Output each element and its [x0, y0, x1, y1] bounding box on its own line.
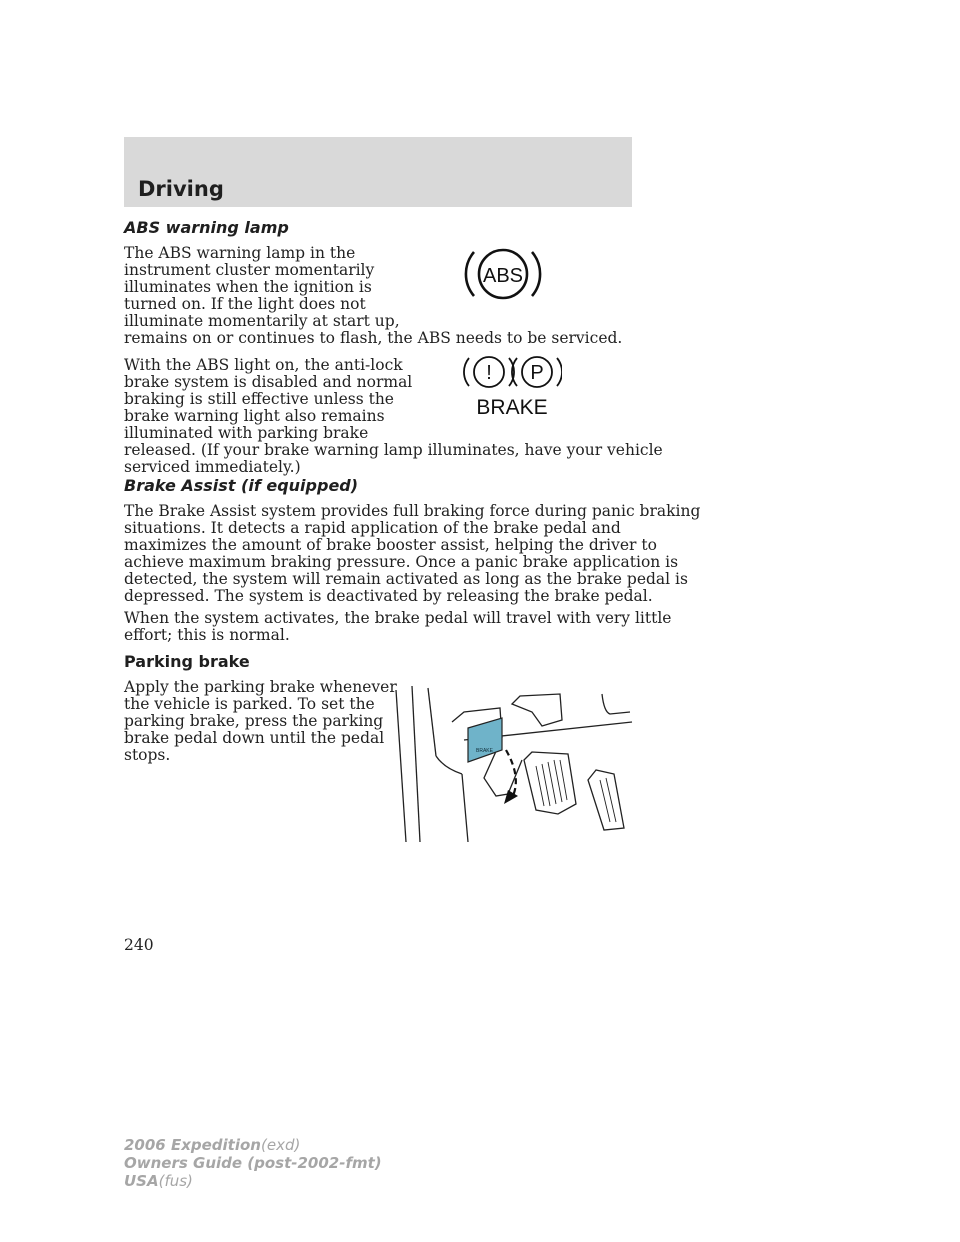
parking-brake-line: the vehicle is parked. To set the: [124, 695, 375, 713]
abs-text-line: illuminate momentarily at start up,: [124, 312, 400, 330]
brake-assist-line: The Brake Assist system provides full braking force during panic braking: [124, 502, 701, 520]
abs-heading: ABS warning lamp: [124, 218, 289, 237]
brake-warning-icon: [462, 350, 562, 420]
parking-brake-line: Apply the parking brake whenever: [124, 678, 397, 696]
page-number: 240: [124, 936, 154, 954]
svg-text:BRAKE: BRAKE: [476, 396, 548, 419]
footer-market-code: (fus): [158, 1172, 193, 1190]
footer-model-code: (exd): [260, 1136, 301, 1154]
section-title: Driving: [138, 177, 224, 201]
parking-brake-line: parking brake, press the parking: [124, 712, 384, 730]
abs-text-line: remains on or continues to flash, the ABS needs to be serviced.: [124, 329, 623, 347]
abs-light-line: serviced immediately.): [124, 458, 301, 476]
abs-light-line: illuminated with parking brake: [124, 424, 369, 442]
svg-text:ABS: ABS: [482, 265, 524, 287]
svg-text:!: !: [486, 362, 492, 384]
abs-light-line: With the ABS light on, the anti-lock: [124, 356, 403, 374]
section-header-band: [124, 137, 632, 207]
brake-assist-line: effort; this is normal.: [124, 626, 290, 644]
abs-light-line: braking is still effective unless the: [124, 390, 394, 408]
brake-assist-line: situations. It detects a rapid application of the brake pedal and: [124, 519, 621, 537]
abs-text-line: illuminates when the ignition is: [124, 278, 372, 296]
abs-warning-icon: [460, 240, 546, 308]
parking-brake-pedal-illustration: [392, 682, 634, 844]
abs-text-line: The ABS warning lamp in the: [124, 244, 356, 262]
abs-light-line: brake system is disabled and normal: [124, 373, 413, 391]
footer-market: USA: [124, 1172, 159, 1190]
abs-light-line: released. (If your brake warning lamp illuminates, have your vehicle: [124, 441, 663, 459]
footer-guide: Owners Guide (post-2002-fmt): [124, 1154, 382, 1172]
brake-assist-line: achieve maximum braking pressure. Once a panic brake application is: [124, 553, 679, 571]
svg-text:BRAKE: BRAKE: [476, 748, 493, 754]
brake-assist-line: maximizes the amount of brake booster assist, helping the driver to: [124, 536, 657, 554]
abs-text-line: turned on. If the light does not: [124, 295, 366, 313]
parking-brake-line: brake pedal down until the pedal: [124, 729, 385, 747]
footer-model: 2006 Expedition: [124, 1136, 261, 1154]
brake-assist-line: depressed. The system is deactivated by releasing the brake pedal.: [124, 587, 653, 605]
document-footer: [124, 1136, 382, 1190]
abs-text-line: instrument cluster momentarily: [124, 261, 375, 279]
brake-assist-heading: Brake Assist (if equipped): [124, 476, 359, 495]
parking-brake-heading: Parking brake: [124, 652, 250, 671]
svg-text:P: P: [530, 362, 544, 384]
abs-light-line: brake warning light also remains: [124, 407, 385, 425]
brake-assist-line: detected, the system will remain activated as long as the brake pedal is: [124, 570, 688, 588]
parking-brake-line: stops.: [124, 746, 171, 764]
brake-assist-line: When the system activates, the brake pedal will travel with very little: [124, 609, 672, 627]
